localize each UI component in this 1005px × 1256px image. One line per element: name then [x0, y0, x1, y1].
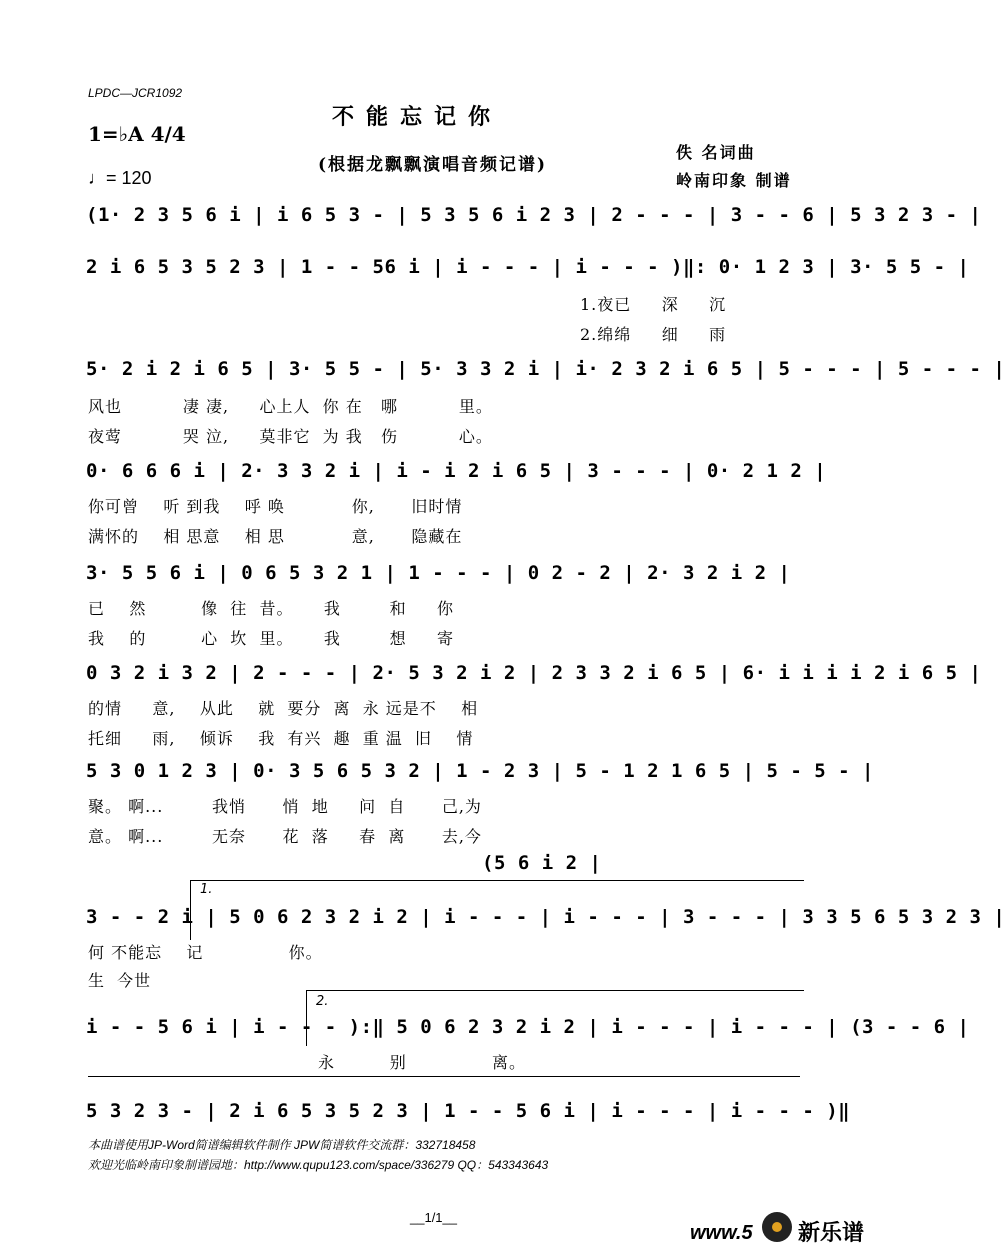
staff-line-7: 5 3 0 1 2 3 | 0· 3 5 6 5 3 2 | 1 - 2 3 | 5 - 1 2 1 6 5 | 5 - 5 - |	[86, 760, 874, 782]
lyric-line-8-verse-2: 生 今世	[88, 971, 152, 990]
lyric-line-8-verse-1: 何 不能忘 记 你。	[88, 943, 323, 962]
lyric-line-3-verse-1: 风也 凄 凄, 心上人 你 在 哪 里。	[88, 397, 493, 416]
lyric-line-5-verse-1: 已 然 像 往 昔。 我 和 你	[88, 599, 455, 618]
footer-software-note: 本曲谱使用JP-Word简谱编辑软件制作 JPW简谱软件交流群：332718458	[88, 1138, 476, 1152]
first-ending-label: 1.	[200, 882, 213, 897]
lyric-line-6-verse-1: 的情 意, 从此 就 要分 离 永 远是不 相	[88, 699, 479, 718]
staff-line-10: 5 3 2 3 - | 2 i 6 5 3 5 2 3 | 1 - - 5 6 i | i - - - | i - - - )‖	[86, 1100, 851, 1122]
song-title: 不能忘记你	[332, 104, 503, 130]
tempo-marking: ♩= 120	[88, 168, 152, 188]
staff-line-2: 2 i 6 5 3 5 2 3 | 1 - - 56 i | i - - - | i - - - )‖: 0· 1 2 3 | 3· 5 5 - |	[86, 256, 970, 278]
lyric-line-4-verse-2: 满怀的 相 思意 相 思 意, 隐藏在	[88, 527, 463, 546]
page-number: __1/1__	[410, 1210, 457, 1225]
brand-name: 新乐谱	[798, 1221, 865, 1246]
staff-line-8: 3 - - 2 i | 5 0 6 2 3 2 i 2 | i - - - | i - - - | 3 - - - | 3 3 5 6 5 3 2 3 |	[86, 906, 1005, 928]
lyric-line-5-verse-2: 我 的 心 坎 里。 我 想 寄	[88, 629, 455, 648]
score-credit: 岭南印象 制谱	[676, 171, 792, 190]
lyric-line-2-verse-2: 2.绵绵 细 雨	[580, 325, 727, 344]
score-code: LPDC—JCR1092	[88, 86, 183, 100]
final-bracket	[88, 1076, 800, 1077]
first-ending-bracket	[190, 880, 804, 881]
lyric-line-7-verse-2: 意。 啊... 无奈 花 落 春 离 去,今	[88, 827, 482, 846]
lyric-line-3-verse-2: 夜莺 哭 泣, 莫非它 为 我 伤 心。	[88, 427, 493, 446]
pickup-notes: (5 6 i 2 |	[482, 852, 602, 874]
lyric-line-6-verse-2: 托细 雨, 倾诉 我 有兴 趣 重 温 旧 情	[88, 729, 474, 748]
footer-website-note: 欢迎光临岭南印象制谱园地：http://www.qupu123.com/space/336279 QQ：543343643	[88, 1158, 549, 1172]
lyrics-credit: 佚 名词曲	[676, 143, 756, 162]
staff-line-3: 5· 2 i 2 i 6 5 | 3· 5 5 - | 5· 3 3 2 i | i· 2 3 2 i 6 5 | 5 - - - | 5 - - - |	[86, 358, 1005, 380]
staff-line-6: 0 3 2 i 3 2 | 2 - - - | 2· 5 3 2 i 2 | 2 3 3 2 i 6 5 | 6· i i i i 2 i 6 5 |	[86, 662, 982, 684]
lyric-line-9-verse-1: 永 别 离。	[318, 1053, 526, 1072]
staff-line-1: (1· 2 3 5 6 i | i 6 5 3 - | 5 3 5 6 i 2 3 | 2 - - - | 3 - - 6 | 5 3 2 3 - |	[86, 204, 982, 226]
watermark-url: www.5	[690, 1222, 753, 1244]
lyric-line-7-verse-1: 聚。 啊... 我悄 悄 地 问 自 己,为	[88, 797, 482, 816]
staff-line-5: 3· 5 5 6 i | 0 6 5 3 2 1 | 1 - - - | 0 2 - 2 | 2· 3 2 i 2 |	[86, 562, 791, 584]
second-ending-label: 2.	[316, 994, 329, 1009]
lyric-line-2-verse-1: 1.夜已 深 沉	[580, 295, 727, 314]
song-subtitle: (根据龙飘飘演唱音频记谱)	[318, 155, 548, 175]
staff-line-4: 0· 6 6 6 i | 2· 3 3 2 i | i - i 2 i 6 5 | 3 - - - | 0· 2 1 2 |	[86, 460, 827, 482]
record-logo-icon	[762, 1212, 792, 1242]
second-ending-bracket	[306, 990, 804, 991]
key-signature: 1=♭A 4/4	[88, 122, 186, 146]
staff-line-9: i - - 5 6 i | i - - - ):‖ 5 0 6 2 3 2 i 2 | i - - - | i - - - | (3 - - 6 |	[86, 1016, 970, 1038]
lyric-line-4-verse-1: 你可曾 听 到我 呼 唤 你, 旧时情	[88, 497, 463, 516]
